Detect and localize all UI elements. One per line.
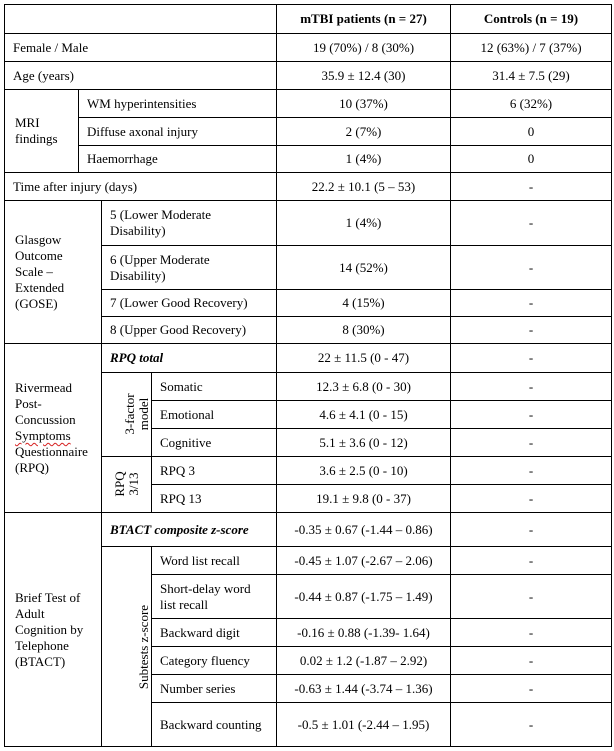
cell-controls: - (451, 173, 612, 201)
row-label: 7 (Lower Good Recovery) (102, 290, 277, 317)
table-row (5, 118, 612, 146)
cell-mtbi: 22 ± 11.5 (0 - 47) (277, 344, 451, 373)
cell-controls: 12 (63%) / 7 (37%) (451, 34, 612, 62)
cell-controls: - (451, 575, 612, 619)
row-label: Somatic (152, 373, 277, 401)
cell-mtbi: 1 (4%) (277, 201, 451, 246)
cell-controls: - (451, 675, 612, 703)
table-row (5, 62, 612, 90)
row-label: Backward digit (152, 619, 277, 647)
cell-mtbi: 22.2 ± 10.1 (5 – 53) (277, 173, 451, 201)
cell-controls: - (451, 457, 612, 485)
group-label-btact: Brief Test of Adult Cognition by Telephone (BTACT) (5, 513, 102, 747)
table-row (5, 90, 612, 118)
cell-mtbi: 4.6 ± 4.1 (0 - 15) (277, 401, 451, 429)
group-label-gose: Glasgow Outcome Scale – Extended (GOSE) (5, 201, 102, 344)
cell-mtbi: -0.44 ± 0.87 (-1.75 – 1.49) (277, 575, 451, 619)
row-label: Backward counting (152, 703, 277, 747)
cell-mtbi: 3.6 ± 2.5 (0 - 10) (277, 457, 451, 485)
table-row (5, 201, 612, 246)
cell-mtbi: 35.9 ± 12.4 (30) (277, 62, 451, 90)
row-label: RPQ 3 (152, 457, 277, 485)
cell-controls: - (451, 485, 612, 513)
row-label: BTACT composite z-score (102, 513, 277, 547)
header-empty-cell (5, 5, 277, 34)
cell-mtbi: 4 (15%) (277, 290, 451, 317)
cell-controls: - (451, 547, 612, 575)
rpq-label-squig: Symptoms (15, 428, 71, 443)
cell-controls: - (451, 344, 612, 373)
cell-mtbi: 14 (52%) (277, 246, 451, 290)
cell-controls: - (451, 647, 612, 675)
table-row (5, 146, 612, 173)
cell-mtbi: 1 (4%) (277, 146, 451, 173)
row-label: Word list recall (152, 547, 277, 575)
cell-controls: 0 (451, 146, 612, 173)
row-label: 5 (Lower Moderate Disability) (102, 201, 277, 246)
rpq-label-pre: Rivermead Post-Concussion (15, 380, 76, 427)
cell-mtbi: 19.1 ± 9.8 (0 - 37) (277, 485, 451, 513)
cell-mtbi: 19 (70%) / 8 (30%) (277, 34, 451, 62)
subgroup-label-3factor (102, 373, 152, 457)
cell-mtbi: -0.63 ± 1.44 (-3.74 – 1.36) (277, 675, 451, 703)
rotated-label: 3-factor model (122, 393, 151, 435)
row-label: Emotional (152, 401, 277, 429)
cell-controls: - (451, 619, 612, 647)
cell-mtbi: 12.3 ± 6.8 (0 - 30) (277, 373, 451, 401)
cell-controls: - (451, 317, 612, 344)
header-controls: Controls (n = 19) (451, 5, 612, 34)
cell-mtbi: 10 (37%) (277, 90, 451, 118)
cell-controls: - (451, 429, 612, 457)
row-label: Category fluency (152, 647, 277, 675)
row-label: Diffuse axonal injury (79, 118, 277, 146)
cell-mtbi: -0.35 ± 0.67 (-1.44 – 0.86) (277, 513, 451, 547)
cell-mtbi: 8 (30%) (277, 317, 451, 344)
cell-controls: - (451, 290, 612, 317)
rotated-label: RPQ 3/13 (111, 471, 141, 497)
cell-mtbi: 0.02 ± 1.2 (-1.87 – 2.92) (277, 647, 451, 675)
rpq-label-post: Questionnaire (RPQ) (15, 444, 88, 475)
cell-controls: - (451, 373, 612, 401)
row-label: Haemorrhage (79, 146, 277, 173)
row-label: RPQ total (102, 344, 277, 373)
rotated-label: Subtests z-score (136, 604, 152, 689)
row-label: RPQ 13 (152, 485, 277, 513)
cell-controls: - (451, 513, 612, 547)
cell-controls: 6 (32%) (451, 90, 612, 118)
group-label-mri: MRI findings (5, 90, 79, 173)
header-row (5, 5, 612, 34)
table-row (5, 173, 612, 201)
cell-controls: - (451, 246, 612, 290)
row-label: Age (years) (5, 62, 277, 90)
header-mtbi: mTBI patients (n = 27) (277, 5, 451, 34)
cell-mtbi: -0.16 ± 0.88 (-1.39- 1.64) (277, 619, 451, 647)
row-label: WM hyperintensities (79, 90, 277, 118)
cell-controls: - (451, 201, 612, 246)
table-row (5, 513, 612, 547)
row-label: Short-delay word list recall (152, 575, 277, 619)
row-label: Time after injury (days) (5, 173, 277, 201)
cell-mtbi: -0.45 ± 1.07 (-2.67 – 2.06) (277, 547, 451, 575)
demographics-table (4, 4, 612, 747)
cell-controls: 0 (451, 118, 612, 146)
row-label: 6 (Upper Moderate Disability) (102, 246, 277, 290)
cell-mtbi: -0.5 ± 1.01 (-2.44 – 1.95) (277, 703, 451, 747)
table-row (5, 344, 612, 373)
cell-controls: 31.4 ± 7.5 (29) (451, 62, 612, 90)
cell-mtbi: 5.1 ± 3.6 (0 - 12) (277, 429, 451, 457)
group-label-rpq (5, 344, 102, 513)
row-label: Cognitive (152, 429, 277, 457)
row-label: Female / Male (5, 34, 277, 62)
row-label: Number series (152, 675, 277, 703)
table-row (5, 34, 612, 62)
row-label: 8 (Upper Good Recovery) (102, 317, 277, 344)
cell-mtbi: 2 (7%) (277, 118, 451, 146)
cell-controls: - (451, 401, 612, 429)
cell-controls: - (451, 703, 612, 747)
subgroup-label-rpq-313 (102, 457, 152, 513)
subgroup-label-subtests (102, 547, 152, 747)
